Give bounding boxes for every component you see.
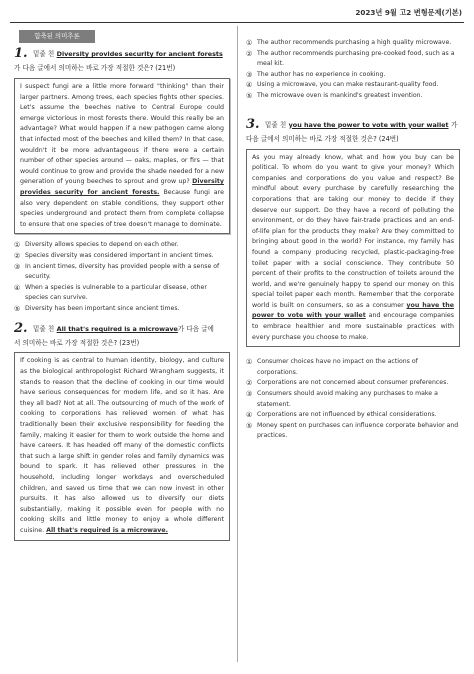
q3-option-4-number: ④ xyxy=(246,411,253,420)
q3-option-2-text: Corporations are not concerned about consumer preferences. xyxy=(257,379,449,387)
q3-option-1[interactable] xyxy=(246,357,460,378)
question-2-underlined: All that's required is a microwave xyxy=(56,325,178,334)
q3-option-1-number: ① xyxy=(246,358,253,367)
question-3-suffix: 가 다음 글에서 의미하는 바로 가장 적절한 것은? (24번) xyxy=(246,120,458,143)
passage-3-text-after: and encourage companies to embrace healthier and more sustainable practices with every purchase you choose to make. xyxy=(252,312,454,341)
section-badge: 함축된 의미추론 xyxy=(19,30,95,43)
q3-option-5-number: ⑤ xyxy=(246,421,253,430)
option-2-number: ② xyxy=(14,251,21,260)
option-5[interactable] xyxy=(14,304,230,315)
q2-option-4-text: Using a microwave, you can make restaurant-quality food. xyxy=(257,81,439,89)
column-divider xyxy=(237,26,238,662)
q2-option-3[interactable] xyxy=(246,70,460,81)
q3-option-3-text: Consumers should avoid making any purchases to make a statement. xyxy=(257,390,438,408)
question-2-heading xyxy=(14,322,230,336)
q3-option-5[interactable] xyxy=(246,421,460,442)
q2-option-3-text: The author has no experience in cooking. xyxy=(257,70,386,78)
q2-option-4[interactable] xyxy=(246,80,460,91)
option-1-number: ① xyxy=(14,241,21,250)
q3-option-3-number: ③ xyxy=(246,390,253,399)
question-3-passage xyxy=(246,149,460,348)
q3-option-4-text: Corporations are not influenced by ethical considerations. xyxy=(257,411,437,419)
question-1-options xyxy=(14,240,230,314)
q3-option-2-number: ② xyxy=(246,379,253,388)
q2-option-5-number: ⑤ xyxy=(246,91,253,100)
option-5-text: Diversity has been important since ancient times. xyxy=(25,304,180,312)
question-1-suffix: 가 다음 글에서 의미하는 바로 가장 적절한 것은? (21번) xyxy=(14,64,176,72)
question-1-heading xyxy=(14,47,230,75)
question-2-prefix: 밑줄 친 xyxy=(33,325,55,334)
q3-option-3[interactable] xyxy=(246,389,460,410)
question-3-heading xyxy=(246,118,460,146)
question-2 xyxy=(14,322,230,540)
passage-3-underlined: you have the power to vote with your wallet xyxy=(252,301,454,320)
q2-option-5-text: The microwave oven is mankind's greatest invention. xyxy=(257,91,423,99)
question-2-suffix-1: 가 다음 글에 xyxy=(177,325,214,334)
option-1[interactable] xyxy=(14,240,230,251)
option-4[interactable] xyxy=(14,283,230,304)
page-header-title: 2023년 9월 고2 변형문제(기본) xyxy=(355,8,462,17)
question-1-passage xyxy=(14,78,230,234)
q2-option-3-number: ③ xyxy=(246,70,253,79)
question-2-number: 2. xyxy=(14,321,28,337)
q2-option-1-text: The author recommends purchasing a high quality microwave. xyxy=(257,39,452,46)
q2-option-4-number: ④ xyxy=(246,81,253,90)
q3-option-4[interactable] xyxy=(246,410,460,421)
question-1-number: 1. xyxy=(14,46,28,61)
header-rule xyxy=(10,22,464,23)
question-2-options xyxy=(246,38,460,102)
passage-3-text-before: As you may already know, what and how you buy can be political. To whom do you want to give your money? Which companies and corporations do you value and respect? Be mindful about every purchase by carefully researching the corporations that are taking our money to decide if they deserve our support. Do they have a record of polluting the environment, or do they have fair-trade practices and an end-of-life plan for the products they make? Are they committed to bringing about good in the world? For instance, my family has found a company producing recycled, plastic-packaging-free toilet paper with a social conscience. They contribute 50 percent of their profits to the construction of toilets around the world, and we're genuinely happy to spend our money on this special toilet paper each month. Remember that the corporate world is built on consumers, so as a consumer xyxy=(252,153,454,309)
option-1-text: Diversity allows species to depend on each other. xyxy=(25,241,179,249)
passage-1-text-before: I suspect fungi are a little more forward "thinking" than their larger partners. Among trees, each species fights other species. Let's assume the beeches native to Central Europe could emerge victorious in most forests there. Would this really be an advantage? What would happen if a new pathogen came along that infected most of the beeches and killed them? In that case, wouldn't it be more advantageous if there were a certain number of other species around — oaks, maples, or firs — that would continue to grow and provide the shade needed for a new generation of young beeches to sprout and grow up? xyxy=(20,83,224,186)
question-3-number: 3. xyxy=(246,116,260,132)
q2-option-1[interactable] xyxy=(246,38,460,49)
option-3-text: In ancient times, diversity has provided people with a sense of security. xyxy=(25,262,220,281)
q2-option-2[interactable] xyxy=(246,49,460,70)
question-3-options xyxy=(246,357,460,442)
passage-2-text-before: If cooking is as central to human identity, biology, and culture as the biological anthropologist Richard Wrangham suggests, it stands to reason that the decline of cooking in our time would have serious consequences for modern life, and so it has. Are they all bad? Not at all. The outsourcing of much of the work of cooking to corporations has relieved women of what has traditionally been their exclusive responsibility for feeding the family, making it easier for them to work outside the home and have careers. It has headed off many of the domestic conflicts that such a large shift in gender roles and family dynamics was bound to spark. It has relieved other pressures in the household, including longer workdays and overscheduled children, and saved us time that we can now invest in other pursuits. It has also allowed us to diversify our diets substantially, making it possible even for people with no cooking skills and little money to enjoy a whole different cuisine. xyxy=(20,357,224,534)
q2-option-2-number: ② xyxy=(246,49,253,58)
option-4-number: ④ xyxy=(14,283,21,292)
passage-1-text-after: Because fungi are also very dependent on stable conditions, they support other species underground and protect them from complete collapse to ensure that one species of tree doesn't manage to dominate. xyxy=(20,188,224,228)
question-3-underlined: you have the power to vote with your wallet xyxy=(288,120,449,129)
q3-option-5-text: Money spent on purchases can influence corporate behavior and practices. xyxy=(257,421,459,440)
option-3-number: ③ xyxy=(14,262,21,271)
question-3-prefix: 밑줄 친 xyxy=(265,120,287,129)
option-2-text: Species diversity was considered important in ancient times. xyxy=(25,251,214,259)
right-column xyxy=(246,38,460,442)
q2-option-5[interactable] xyxy=(246,91,460,102)
q3-option-2[interactable] xyxy=(246,378,460,389)
question-1-prefix: 밑줄 친 xyxy=(33,50,55,58)
option-4-text: When a species is vulnerable to a particular disease, other species can survive. xyxy=(25,283,207,302)
q2-option-2-text: The author recommends purchasing pre-cooked food, such as a meal kit. xyxy=(257,49,455,68)
option-2[interactable] xyxy=(14,251,230,262)
question-2-passage xyxy=(14,352,230,540)
q2-option-1-number: ① xyxy=(246,39,253,47)
option-5-number: ⑤ xyxy=(14,304,21,313)
q3-option-1-text: Consumer choices have no impact on the actions of corporations. xyxy=(257,358,418,376)
option-3[interactable] xyxy=(14,262,230,283)
passage-2-underlined: All that's required is a microwave. xyxy=(46,526,168,534)
passage-1-underlined: Diversity provides security for ancient forests. xyxy=(20,178,224,196)
question-1-underlined: Diversity provides security for ancient forests xyxy=(56,50,223,58)
question-2-suffix-2: 서 의미하는 바로 가장 적절한 것은? (23번) xyxy=(14,339,140,348)
left-column xyxy=(14,30,230,541)
